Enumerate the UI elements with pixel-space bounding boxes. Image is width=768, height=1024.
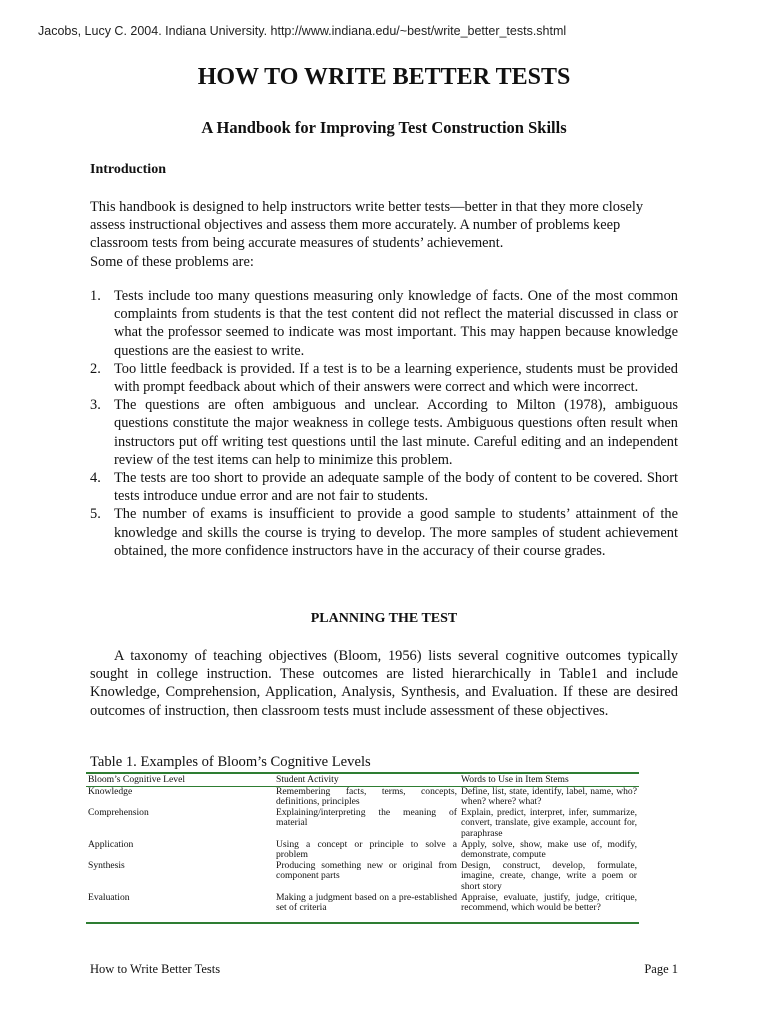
table-row bbox=[86, 893, 639, 914]
list-item-number: 5. bbox=[90, 506, 101, 523]
table-cell: Using a concept or principle to solve a problem bbox=[276, 838, 457, 861]
table-row bbox=[86, 808, 639, 840]
footer-title: How to Write Better Tests bbox=[90, 962, 221, 976]
list-item bbox=[90, 469, 678, 505]
list-item-number: 4. bbox=[90, 470, 101, 487]
planning-heading: PLANNING THE TEST bbox=[310, 611, 458, 626]
table-cell: Comprehension bbox=[88, 806, 149, 818]
introduction-text: This handbook is designed to help instructors write better tests—better in that they more closely assess instructional objectives and assess them more accurately. A number of problems keep classroom tests from being accurate measures of students’ achievement. bbox=[90, 199, 644, 252]
list-item-text: The tests are too short to provide an adequate sample of the body of content to be covered. Short tests introduce undue error and are not fair to students. bbox=[114, 470, 678, 505]
table-cell: Producing something new or original from component parts bbox=[276, 859, 457, 882]
table-row bbox=[86, 861, 639, 893]
table-caption: Table 1. Examples of Bloom’s Cognitive Levels bbox=[90, 754, 371, 770]
list-item-number: 2. bbox=[90, 360, 101, 377]
document-subtitle: A Handbook for Improving Test Construction Skills bbox=[201, 118, 567, 137]
list-item-text: Too little feedback is provided. If a test is to be a learning experience, students must be provided with prompt feedback about which of their answers were correct and which were incorrect. bbox=[114, 360, 678, 396]
table-bottom-rule bbox=[86, 922, 639, 924]
list-item-number: 3. bbox=[90, 397, 101, 414]
list-item-text: The number of exams is insufficient to provide a good sample to students’ attainment of the knowledge and skills the course is trying to develop. The more samples of student achievement obtained, the more confidence instructors have in the accuracy of their course grades. bbox=[114, 506, 678, 559]
bloom-levels-table bbox=[86, 772, 639, 924]
column-header: Student Activity bbox=[274, 774, 459, 786]
list-item bbox=[90, 505, 678, 560]
table-cell: Define, list, state, identify, label, name, who? when? where? what? bbox=[461, 785, 637, 808]
list-item-text: The questions are often ambiguous and unclear. According to Milton (1978), ambiguous questions constitute the major weakness in college tests. Ambiguous questions often result when instructors put off writing test questions until the last minute. Careful editing and an independent review of the test items can help to minimize this problem. bbox=[114, 397, 678, 468]
column-header: Words to Use in Item Stems bbox=[459, 774, 639, 786]
list-item-text: Tests include too many questions measuring only knowledge of facts. One of the most common complaints from students is that the test content did not reflect the material discussed in class or what the professor seemed to indicate was most important. This may happen because knowledge questions are the easiest to write. bbox=[114, 288, 678, 359]
table-row bbox=[86, 786, 639, 808]
table-grid bbox=[86, 774, 639, 914]
table-cell: Evaluation bbox=[88, 891, 130, 903]
introduction-heading: Introduction bbox=[90, 162, 166, 177]
list-item bbox=[90, 360, 678, 396]
table-header-row bbox=[86, 774, 639, 786]
table-cell: Appraise, evaluate, justify, judge, critique, recommend, which would be better? bbox=[461, 891, 637, 914]
table-cell: Explain, predict, interpret, infer, summarize, convert, translate, give example, account for, paraphrase bbox=[461, 806, 637, 839]
citation-header: Jacobs, Lucy C. 2004. Indiana University. http://www.indiana.edu/~best/write_better_tests.shtml bbox=[38, 24, 567, 38]
table-cell: Design, construct, develop, formulate, imagine, create, change, write a poem or short story bbox=[461, 859, 637, 892]
table-row bbox=[86, 840, 639, 861]
list-item bbox=[90, 287, 678, 360]
document-title: HOW TO WRITE BETTER TESTS bbox=[197, 64, 571, 90]
table-cell: Explaining/interpreting the meaning of material bbox=[276, 806, 457, 829]
table-cell: Synthesis bbox=[88, 859, 125, 871]
table-cell: Making a judgment based on a pre-established set of criteria bbox=[276, 891, 457, 914]
problems-lead-in: Some of these problems are: bbox=[90, 253, 254, 270]
table-cell: Knowledge bbox=[88, 785, 133, 797]
table-cell: Apply, solve, show, make use of, modify, demonstrate, compute bbox=[461, 838, 637, 861]
column-header: Bloom’s Cognitive Level bbox=[86, 774, 274, 786]
introduction-paragraph bbox=[90, 198, 680, 271]
list-item-number: 1. bbox=[90, 288, 101, 304]
planning-paragraph: A taxonomy of teaching objectives (Bloom, 1956) lists several cognitive outcomes typically sought in college instruction. These outcomes are listed hierarchically in Table1 and include Knowledge, Comprehension, Application, Analysis, Synthesis, and Evaluation. If these are desired outcomes of instruction, then classroom tests must include assessment of these objectives. bbox=[90, 648, 678, 719]
list-item bbox=[90, 396, 678, 469]
page-number: Page 1 bbox=[644, 962, 678, 976]
table-cell: Application bbox=[88, 838, 134, 850]
problems-list bbox=[90, 287, 678, 560]
table-cell: Remembering facts, terms, concepts, definitions, principles bbox=[276, 785, 457, 808]
